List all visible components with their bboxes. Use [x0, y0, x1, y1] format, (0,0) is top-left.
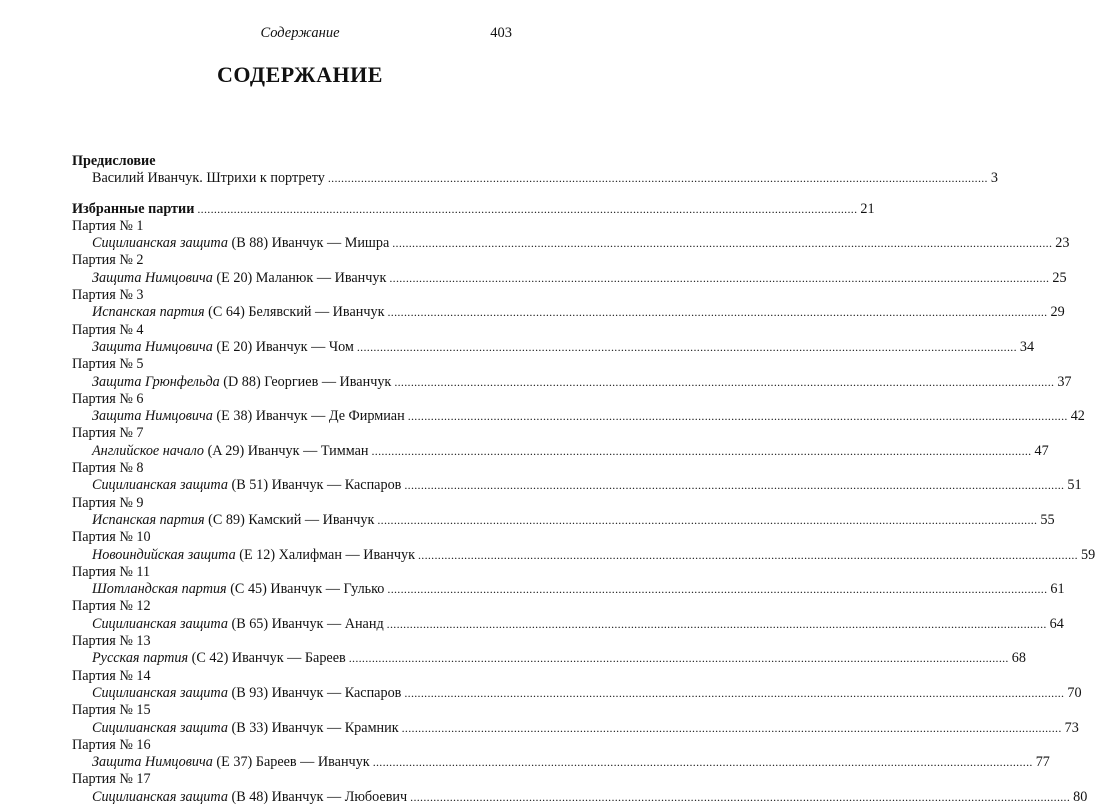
- toc-entry-game[interactable]: [72, 408, 1085, 425]
- dot-leader: ........................................................................................................................................................................................................: [407, 409, 1068, 424]
- game-label: Партия № 14: [72, 667, 151, 684]
- opening-name: Сицилианская защита: [92, 615, 228, 632]
- toc-entry-game[interactable]: [72, 615, 1064, 633]
- toc-page-number: 42: [1070, 408, 1085, 425]
- toc-entry-title: [92, 720, 399, 737]
- toc-entry-game[interactable]: [72, 477, 1082, 494]
- game-label: Партия № 12: [72, 598, 151, 615]
- game-label: Партия № 15: [72, 702, 151, 719]
- dot-leader: ........................................................................................................................................................................................................: [356, 339, 1017, 354]
- dot-leader: ........................................................................................................................................................................................................: [410, 789, 1071, 804]
- opening-name: Сицилианская защита: [92, 788, 228, 805]
- section-heading-selected-games[interactable]: [72, 200, 875, 218]
- toc-entry-title: [92, 685, 401, 702]
- dot-leader: ........................................................................................................................................................................................................: [348, 651, 1009, 666]
- toc-page-number: 70: [1067, 684, 1082, 701]
- dot-leader: ........................................................................................................................................................................................................: [417, 547, 1078, 562]
- toc-entry-title: [92, 304, 384, 321]
- game-label: Партия № 16: [72, 736, 151, 753]
- game-label: Партия № 11: [72, 563, 151, 580]
- toc-entry-title: [92, 650, 346, 667]
- toc-entry-title: [92, 477, 401, 494]
- game-label: Партия № 3: [72, 287, 144, 304]
- game-detail: (B 88) Иванчук — Мишра: [231, 235, 390, 252]
- toc-entry-game[interactable]: [72, 546, 1095, 564]
- game-detail: (B 33) Иванчук — Крамник: [231, 719, 399, 736]
- toc-page-number: 51: [1067, 477, 1082, 494]
- dot-leader: ........................................................................................................................................................................................................: [197, 201, 858, 216]
- toc-page-number: 29: [1050, 304, 1065, 321]
- dot-leader: ........................................................................................................................................................................................................: [394, 374, 1055, 389]
- game-detail: (C 45) Иванчук — Гулько: [230, 581, 385, 598]
- opening-name: Защита Нимцовича: [92, 408, 213, 425]
- toc-page-number: 37: [1057, 373, 1072, 390]
- toc-entry-game[interactable]: [72, 754, 1050, 771]
- toc-entry-title: [92, 754, 370, 771]
- opening-name: Сицилианская защита: [92, 684, 228, 701]
- opening-name: Русская партия: [92, 650, 189, 667]
- game-detail: (B 93) Иванчук — Каспаров: [231, 684, 402, 701]
- toc-page-number: 80: [1073, 788, 1088, 805]
- toc-page-number: 21: [860, 200, 875, 217]
- toc-page-number: 34: [1019, 338, 1035, 355]
- section-gap: [72, 188, 526, 201]
- toc-entry-game[interactable]: [72, 235, 1070, 252]
- toc-page-number: 68: [1011, 650, 1026, 667]
- toc-entry-title: [92, 339, 354, 356]
- dot-leader: ........................................................................................................................................................................................................: [387, 305, 1048, 320]
- running-title: Содержание: [260, 25, 340, 41]
- game-label: Партия № 8: [72, 460, 144, 477]
- opening-name: Защита Нимцовича: [92, 754, 213, 771]
- toc-entry-title: [92, 443, 368, 460]
- page-number: 403: [490, 25, 512, 41]
- toc-entry-title: [92, 235, 389, 252]
- game-detail: (E 20) Маланюк — Иванчук: [216, 269, 387, 286]
- dot-leader: ........................................................................................................................................................................................................: [372, 755, 1033, 770]
- game-label: Партия № 4: [72, 321, 144, 338]
- game-detail: (E 37) Бареев — Иванчук: [216, 754, 370, 771]
- game-label: Партия № 17: [72, 771, 151, 788]
- toc-entry-game[interactable]: [72, 338, 1035, 356]
- opening-name: Шотландская партия: [92, 581, 227, 598]
- toc-page-number: 77: [1035, 754, 1050, 771]
- table-of-contents: [72, 153, 1095, 806]
- toc-entry-game[interactable]: [72, 269, 1067, 287]
- toc-entry-title: [92, 547, 415, 564]
- game-label: Партия № 5: [72, 356, 144, 373]
- toc-entry-title: [92, 270, 386, 287]
- game-detail: (B 65) Иванчук — Ананд: [231, 615, 384, 632]
- game-detail: (C 64) Белявский — Иванчук: [208, 304, 385, 321]
- toc-entry-title: [92, 789, 407, 806]
- toc-entry-game[interactable]: [72, 581, 1065, 598]
- toc-entry-title: [92, 512, 374, 529]
- toc-entry-title: Василий Иванчук. Штрихи к портрету: [92, 170, 325, 187]
- game-detail: (D 88) Георгиев — Иванчук: [223, 373, 392, 390]
- section-heading-foreword: Предисловие: [72, 153, 156, 169]
- game-detail: (A 29) Иванчук — Тимман: [207, 442, 369, 459]
- game-detail: (E 38) Иванчук — Де Фирмиан: [216, 408, 405, 425]
- opening-name: Сицилианская защита: [92, 477, 228, 494]
- game-label: Партия № 9: [72, 494, 144, 511]
- game-detail: (C 89) Камский — Иванчук: [208, 511, 375, 528]
- toc-page-number: 55: [1040, 511, 1055, 528]
- dot-leader: ........................................................................................................................................................................................................: [377, 512, 1038, 527]
- toc-entry-game[interactable]: [72, 373, 1072, 391]
- toc-page-number: 59: [1080, 546, 1095, 563]
- dot-leader: ........................................................................................................................................................................................................: [387, 582, 1048, 597]
- toc-entry-title: [92, 374, 391, 391]
- game-label: Партия № 7: [72, 425, 144, 442]
- page-title: СОДЕРЖАНИЕ: [217, 62, 383, 87]
- toc-entry-title: [92, 408, 405, 425]
- opening-name: Защита Нимцовича: [92, 269, 213, 286]
- dot-leader: ........................................................................................................................................................................................................: [404, 685, 1065, 700]
- toc-entry-game[interactable]: [72, 304, 1065, 321]
- game-detail: (B 48) Иванчук — Любоевич: [231, 788, 408, 805]
- opening-name: Сицилианская защита: [92, 235, 228, 252]
- game-detail: (C 42) Иванчук — Бареев: [191, 650, 346, 667]
- toc-page-number: 47: [1034, 442, 1049, 459]
- game-detail: (E 12) Халифман — Иванчук: [239, 546, 415, 563]
- toc-page-number: 64: [1049, 615, 1064, 632]
- toc-entry-game[interactable]: [72, 719, 1079, 737]
- opening-name: Защита Нимцовича: [92, 338, 213, 355]
- toc-entry-game[interactable]: [72, 650, 1026, 667]
- opening-name: Новоиндийская защита: [92, 546, 236, 563]
- dot-leader: ........................................................................................................................................................................................................: [371, 443, 1032, 458]
- toc-page-number: 3: [990, 170, 998, 187]
- toc-entry-game[interactable]: [72, 511, 1055, 529]
- toc-entry-foreword[interactable]: [72, 170, 998, 187]
- toc-entry-game[interactable]: [72, 442, 1049, 460]
- opening-name: Испанская партия: [92, 511, 205, 528]
- toc-page-number: 25: [1052, 269, 1067, 286]
- dot-leader: ........................................................................................................................................................................................................: [327, 171, 988, 186]
- game-label: Партия № 2: [72, 252, 144, 269]
- section-title: Избранные партии: [72, 200, 195, 217]
- dot-leader: ........................................................................................................................................................................................................: [401, 720, 1062, 735]
- toc-entry-title: [92, 581, 384, 598]
- opening-name: Испанская партия: [92, 304, 205, 321]
- games-list: [72, 217, 1095, 806]
- dot-leader: ........................................................................................................................................................................................................: [404, 478, 1065, 493]
- toc-entry-title: [92, 616, 384, 633]
- toc-entry-game[interactable]: [72, 684, 1082, 702]
- game-detail: (B 51) Иванчук — Каспаров: [231, 477, 402, 494]
- dot-leader: ........................................................................................................................................................................................................: [392, 236, 1053, 251]
- opening-name: Сицилианская защита: [92, 719, 228, 736]
- toc-page-number: 73: [1064, 719, 1079, 736]
- game-detail: (E 20) Иванчук — Чом: [216, 338, 354, 355]
- toc-page-number: 23: [1055, 235, 1070, 252]
- running-head: [0, 25, 600, 45]
- game-label: Партия № 6: [72, 390, 144, 407]
- dot-leader: ........................................................................................................................................................................................................: [386, 616, 1047, 631]
- game-label: Партия № 1: [72, 217, 144, 234]
- game-label: Партия № 13: [72, 633, 151, 650]
- toc-page-number: 61: [1050, 581, 1065, 598]
- opening-name: Защита Грюнфельда: [92, 373, 220, 390]
- dot-leader: ........................................................................................................................................................................................................: [389, 270, 1050, 285]
- opening-name: Английское начало: [92, 442, 205, 459]
- toc-entry-game[interactable]: [72, 788, 1088, 806]
- game-label: Партия № 10: [72, 529, 151, 546]
